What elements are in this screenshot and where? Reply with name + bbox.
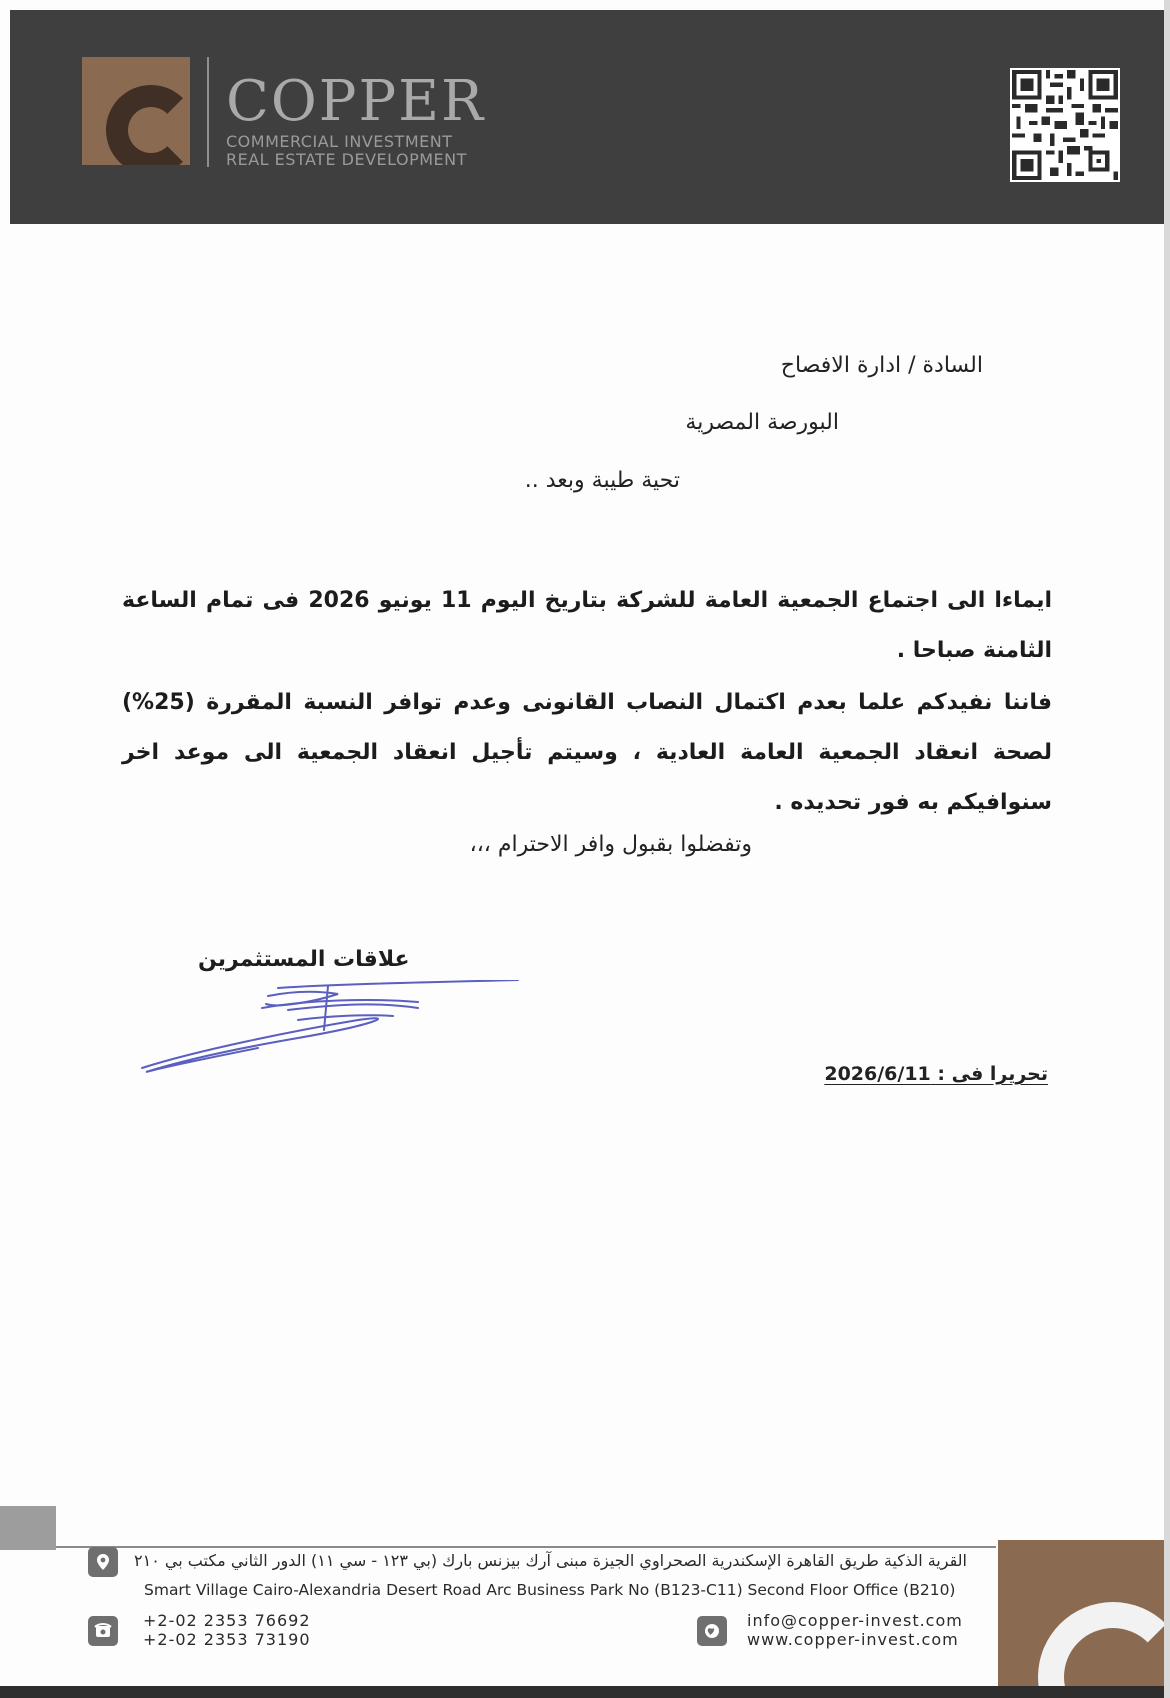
logo-divider <box>207 57 209 167</box>
footer-rule <box>56 1546 996 1548</box>
telephone-icon <box>88 1616 118 1646</box>
greeting: تحية طيبة وبعد .. <box>524 468 680 493</box>
signatory-title: علاقات المستثمرين <box>198 947 410 972</box>
contact-email[interactable]: info@copper-invest.com <box>747 1611 963 1630</box>
qr-code-icon <box>1010 68 1120 182</box>
globe-icon <box>697 1616 727 1646</box>
contact-website[interactable]: www.copper-invest.com <box>747 1630 959 1649</box>
brand-tagline-1: COMMERCIAL INVESTMENT <box>226 132 453 151</box>
phone-number-2: +2-02 2353 73190 <box>143 1630 311 1649</box>
page-bottom-edge <box>0 1686 1170 1698</box>
brand-name: COPPER <box>226 69 486 134</box>
closing-line: وتفضلوا بقبول وافر الاحترام ،،، <box>469 832 752 857</box>
address-arabic: القرية الذكية طريق القاهرة الإسكندرية الصحراوي الجيزة مبنى آرك بيزنس بارك (بي ١٢٣ - سي ١١) الدور الثاني مكتب بي ٢١٠ <box>134 1551 967 1570</box>
salutation: السادة / ادارة الافصاح <box>780 353 983 378</box>
phone-number-1: +2-02 2353 76692 <box>143 1611 311 1630</box>
letter-paragraph-1: ايماءا الى اجتماع الجمعية العامة للشركة بتاريخ اليوم 11 يونيو 2026 فى تمام الساعة الثامنة صباحا . <box>122 588 1052 663</box>
address-english: Smart Village Cairo-Alexandria Desert Road Arc Business Park No (B123-C11) Second Floor Office (B210) <box>144 1581 956 1599</box>
letter-paragraph-2: فاننا نفيدكم علما بعدم اكتمال النصاب القانونى وعدم توافر النسبة المقررة (25%) لصحة انعقاد الجمعية العامة العادية ، وسيتم تأجيل انعقاد الجمعية الى موعد اخر سنوافيكم به فور تحديده . <box>122 690 1052 815</box>
location-pin-icon <box>88 1547 118 1577</box>
brand-tagline-2: REAL ESTATE DEVELOPMENT <box>226 150 467 169</box>
footer-accent-block <box>0 1506 56 1550</box>
page-right-edge <box>1164 0 1170 1698</box>
issue-date: تحريرا فى : 2026/6/11 <box>824 1063 1048 1085</box>
copper-c-logo <box>82 57 190 165</box>
handwritten-signature <box>138 980 528 1080</box>
recipient-name: البورصة المصرية <box>685 410 839 435</box>
footer-copper-logo <box>998 1540 1170 1698</box>
